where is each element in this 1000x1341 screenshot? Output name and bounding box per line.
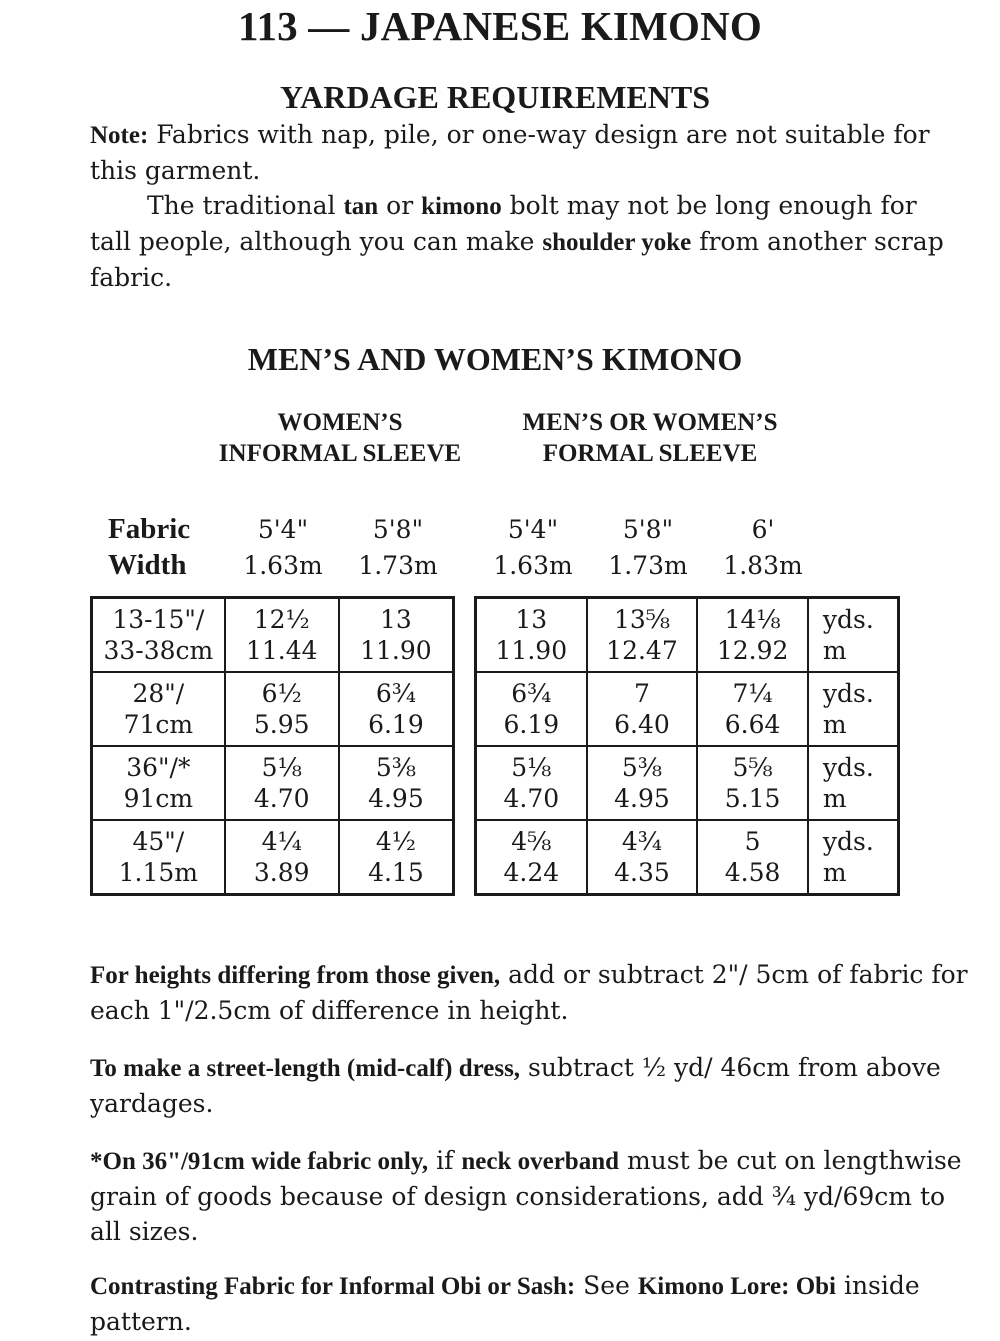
footnote-neck-overband [90,1143,970,1249]
cell-value-secondary: 33-38cm [103,636,214,665]
group-heading-formal [500,407,800,469]
yardage-heading: YARDAGE REQUIREMENTS [280,79,710,115]
bold-text: tan [343,193,379,220]
cell-value-secondary: 12.92 [716,636,789,665]
unit-cell [808,820,899,895]
yardage-cell [225,598,339,673]
bold-text: kimono [421,193,502,220]
cell-value-secondary: 11.90 [360,636,432,665]
cell-value-primary: 13⅝ [613,605,670,634]
text-run: if [428,1146,462,1175]
cell-value-primary: 12½ [253,605,310,634]
group-heading-informal [215,407,465,469]
footnote-contrasting-fabric [90,1268,970,1339]
column-header-metric: 1.63m [493,551,573,580]
fabric-width-cell [92,598,225,673]
footnote-street-length [90,1050,970,1121]
yardage-cell [476,746,587,820]
bold-text: shoulder yoke [542,229,692,256]
cell-value-secondary: 11.90 [495,636,568,665]
yardage-cell [476,672,587,746]
text-run: must be cut on lengthwise grain of goods because of design considerations, add ¾ yd/69cm to all sizes. [90,1146,962,1246]
formal-sleeve-table-body [476,598,899,895]
cell-value-primary: 28"/ [132,679,185,708]
yardage-cell [339,820,454,895]
cell-value-primary: 5 [744,827,761,856]
yardage-cell [587,598,698,673]
cell-value-primary: 5⅛ [511,753,552,782]
column-header-metric: 1.63m [243,551,323,580]
yardage-cell [697,820,808,895]
bold-text: To make a street-length (mid-calf) dress, [90,1055,521,1082]
yardage-cell [225,672,339,746]
page-title: 113 — JAPANESE KIMONO [238,3,762,49]
cell-value-secondary: 4.35 [614,858,670,887]
yardage-cell [225,820,339,895]
cell-value-secondary: 6.19 [503,710,560,739]
column-header-height: 6' [751,515,775,544]
group-heading-line: INFORMAL SLEEVE [218,440,462,467]
cell-value-secondary: 4.95 [614,784,670,813]
table-row [92,672,454,746]
column-header-metric: 1.73m [358,551,438,580]
cell-value-primary: 14⅛ [724,605,781,634]
cell-value-primary: yds. [822,605,874,634]
cell-value-secondary: 4.24 [503,858,560,887]
fabric-width-cell [92,746,225,820]
cell-value-primary: 13-15"/ [112,605,205,634]
column-header-metric: 1.73m [608,551,688,580]
yardage-cell [697,672,808,746]
cell-value-secondary: 6.19 [368,710,424,739]
cell-value-secondary: 11.44 [245,636,318,665]
text-run: Fabrics with nap, pile, or one-way design are not suitable for this garment. [90,120,930,185]
cell-value-primary: 6½ [261,679,302,708]
informal-sleeve-table-body [92,598,454,895]
cell-value-primary: 13 [380,605,412,634]
cell-value-primary: 5⅛ [261,753,302,782]
cell-value-secondary: 4.70 [503,784,560,813]
cell-value-primary: 6¾ [511,679,552,708]
cell-value-secondary: 4.70 [253,784,310,813]
table-row [476,672,899,746]
cell-value-primary: 6¾ [375,679,416,708]
cell-value-primary: 5⅝ [732,753,773,782]
bold-text: *On 36"/91cm wide fabric only, [90,1148,429,1175]
note-paragraph [90,117,960,188]
text-run: bolt may not be long enough for tall people, although you can make [90,191,917,256]
cell-value-primary: 4½ [375,827,416,856]
fabric-width-label [108,511,190,583]
table-row [92,598,454,673]
cell-value-primary: 5⅜ [621,753,663,782]
column-header-height: 5'8" [372,515,424,544]
informal-sleeve-table [90,596,455,896]
cell-value-primary: 36"/* [126,753,191,782]
table-row [476,746,899,820]
yardage-cell [339,746,454,820]
column-header [475,512,591,584]
yardage-cell [697,746,808,820]
unit-cell [808,598,899,673]
column-header [225,512,341,584]
table-row [92,820,454,895]
fabric-width-cell [92,672,225,746]
column-header-height: 5'4" [257,515,309,544]
cell-value-secondary: m [822,858,847,887]
group-heading-line: WOMEN’S [277,409,403,436]
cell-value-secondary: 71cm [123,710,194,739]
column-header-metric: 1.83m [723,551,803,580]
cell-value-secondary: m [822,636,847,665]
text-run: inside pattern. [90,1271,920,1336]
group-heading-line: FORMAL SLEEVE [542,440,758,467]
bold-text: Note: [90,122,149,149]
bolt-paragraph [90,188,960,295]
cell-value-primary: 4⅝ [511,827,552,856]
cell-value-secondary: 4.58 [724,858,781,887]
cell-value-primary: 4¼ [261,827,302,856]
table-row [476,598,899,673]
text-run: add or subtract 2"/ 5cm of fabric for each 1"/2.5cm of difference in height. [90,960,968,1025]
cell-value-primary: 4¾ [621,827,663,856]
column-header-height: 5'8" [622,515,674,544]
cell-value-secondary: 6.64 [724,710,781,739]
cell-value-primary: yds. [822,827,874,856]
column-header [705,512,821,584]
fabric-width-cell [92,820,225,895]
table-row [476,820,899,895]
text-run: from another scrap fabric. [90,227,944,292]
column-header-height: 5'4" [507,515,559,544]
cell-value-secondary: 12.47 [606,636,678,665]
cell-value-primary: 45"/ [132,827,185,856]
text-run: The traditional [147,191,344,220]
yardage-cell [339,598,454,673]
yardage-cell [476,598,587,673]
text-run: See [575,1271,638,1300]
cell-value-secondary: 5.95 [253,710,310,739]
yardage-cell [697,598,808,673]
bold-text: For heights differing from those given, [90,962,501,989]
cell-value-secondary: 5.15 [724,784,781,813]
unit-cell [808,672,899,746]
fabric-width-label-line: Fabric [108,513,191,545]
yardage-cell [587,672,698,746]
formal-sleeve-table [474,596,900,896]
cell-value-secondary: m [822,710,847,739]
cell-value-secondary: 91cm [123,784,194,813]
cell-value-primary: 7¼ [732,679,773,708]
yardage-cell [339,672,454,746]
cell-value-secondary: 6.40 [614,710,670,739]
cell-value-primary: yds. [822,753,874,782]
cell-value-primary: 5⅜ [375,753,416,782]
group-heading-line: MEN’S OR WOMEN’S [522,409,778,436]
bold-text: Kimono Lore: Obi [637,1273,836,1300]
yardage-cell [225,746,339,820]
cell-value-primary: 7 [634,679,650,708]
bold-text: neck overband [461,1148,619,1175]
cell-value-secondary: m [822,784,847,813]
column-header [590,512,706,584]
table-row [92,746,454,820]
cell-value-secondary: 1.15m [118,858,199,887]
note-block [90,117,960,295]
column-header [340,512,456,584]
yardage-cell [587,746,698,820]
section-heading: MEN’S AND WOMEN’S KIMONO [247,341,743,377]
cell-value-primary: 13 [515,605,548,634]
cell-value-secondary: 4.15 [368,858,424,887]
text-run: subtract ½ yd/ 46cm from above yardages. [90,1053,941,1118]
cell-value-primary: yds. [822,679,874,708]
fabric-width-label-line: Width [108,549,187,581]
unit-cell [808,746,899,820]
bold-text: Contrasting Fabric for Informal Obi or Sash: [90,1273,576,1300]
cell-value-secondary: 3.89 [253,858,310,887]
footnote-heights [90,957,970,1028]
cell-value-secondary: 4.95 [368,784,424,813]
text-run: or [378,191,422,220]
yardage-cell [476,820,587,895]
yardage-cell [587,820,698,895]
